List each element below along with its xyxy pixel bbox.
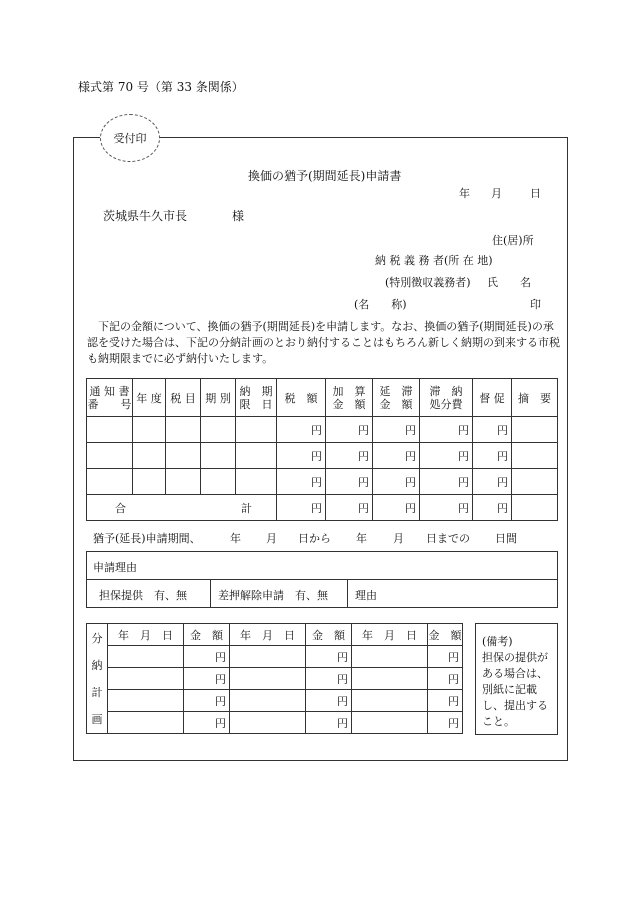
col-disposition-fee: 滞 納 処分費 xyxy=(420,379,473,417)
plan-row: 円 円 円 xyxy=(87,690,463,712)
form-title: 換価の猶予(期間延長)申請書 xyxy=(248,169,402,183)
tax-table-header xyxy=(87,379,558,417)
col-additional: 加 算 金 額 xyxy=(326,379,373,417)
plan-amount-header: 金 額 xyxy=(306,624,352,646)
seal-mark: 印 xyxy=(530,298,541,311)
col-remarks: 摘 要 xyxy=(512,379,558,417)
total-label: 合 計 xyxy=(87,495,277,521)
col-demand: 督 促 xyxy=(473,379,512,417)
period-line: 猶予(延長)申請期間、 年 月 日から 年 月 日までの 日間 xyxy=(93,532,517,545)
date-year: 年 xyxy=(459,187,470,200)
reason-box xyxy=(86,551,558,580)
reason-label-2: 理由 xyxy=(355,589,377,602)
seizure-label: 差押解除申請 有、無 xyxy=(218,589,328,602)
addressee-honorific: 様 xyxy=(232,209,245,223)
address-label: 住(居)所 xyxy=(492,234,534,247)
installment-plan-table xyxy=(86,623,463,734)
plan-date-header: 年 月 日 xyxy=(108,624,184,646)
total-row: 合 計 円 円 円 円 円 xyxy=(87,495,558,521)
form-number: 様式第 70 号（第 33 条関係） xyxy=(78,80,244,94)
plan-row: 円 円 円 xyxy=(87,646,463,668)
reception-stamp xyxy=(100,114,160,162)
table-row: 円 円 円 円 円 xyxy=(87,469,558,495)
plan-row: 円 円 円 xyxy=(87,668,463,690)
tax-table xyxy=(86,378,558,521)
addressee: 茨城県牛久市長 xyxy=(103,209,188,223)
col-tax-item: 税 目 xyxy=(166,379,201,417)
col-tax-amount: 税 額 xyxy=(277,379,326,417)
col-delinquency: 延 滞 金 額 xyxy=(373,379,420,417)
plan-side-label: 分 納 計 画 xyxy=(87,624,108,734)
reason-label: 申請理由 xyxy=(93,561,137,574)
special-collector-label: (特別徴収義務者) xyxy=(385,276,471,289)
remarks-title: (備考) xyxy=(482,635,513,648)
entity-name-label: (名 称) xyxy=(354,298,407,311)
col-fiscal-year: 年 度 xyxy=(133,379,166,417)
plan-row: 円 円 円 xyxy=(87,712,463,734)
remarks-box xyxy=(475,623,558,735)
stamp-label: 受付印 xyxy=(113,132,147,145)
remarks-body: 担保の提供がある場合は、別紙に記載し、提出すること。 xyxy=(482,651,548,728)
col-period: 期 別 xyxy=(201,379,236,417)
date-day: 日 xyxy=(530,187,541,200)
plan-date-header: 年 月 日 xyxy=(352,624,428,646)
plan-amount-header: 金 額 xyxy=(428,624,463,646)
name-label: 氏 名 xyxy=(487,276,531,289)
table-row: 円 円 円 円 円 xyxy=(87,443,558,469)
collateral-row xyxy=(86,579,558,608)
plan-amount-header: 金 額 xyxy=(184,624,230,646)
date-month: 月 xyxy=(491,187,502,200)
table-row: 円 円 円 円 円 xyxy=(87,417,558,443)
declaration-text: 下記の金額について、換価の猶予(期間延長)を申請します。なお、換価の猶予(期間延長)の承認を受けた場合は、下記の分納計画のとおり納付することはもちろん新しく納期の到来する市税も納期限までに必ず納付いたします。 xyxy=(87,320,560,365)
plan-date-header: 年 月 日 xyxy=(230,624,306,646)
col-due-date: 納 期 限 日 xyxy=(236,379,277,417)
col-notice-no: 通 知 書 番 号 xyxy=(87,379,133,417)
taxpayer-label: 納 税 義 務 者(所 在 地) xyxy=(375,254,493,267)
collateral-label: 担保提供 有、無 xyxy=(99,589,187,602)
